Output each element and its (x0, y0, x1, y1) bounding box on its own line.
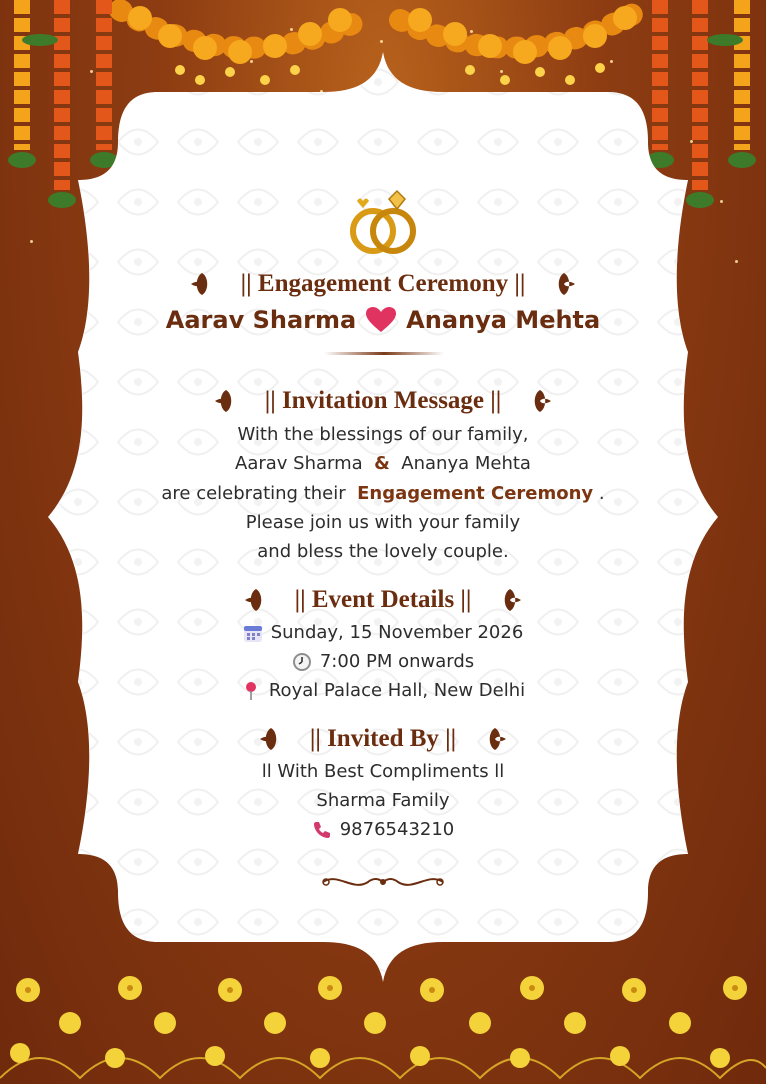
ornament-icon (258, 726, 284, 752)
ornament-icon (551, 271, 577, 297)
card-content (48, 52, 718, 982)
flower-border-bottom (0, 968, 766, 1084)
invitation-line-1: With the blessings of our family, (237, 424, 529, 445)
phone-icon (312, 820, 332, 840)
invitation-line-5: and bless the lovely couple. (257, 541, 509, 562)
event-venue: Royal Palace Hall, New Delhi (268, 680, 526, 701)
invitation-line-2 (48, 453, 718, 474)
invitation-heading (48, 387, 718, 415)
line3-suffix: . (598, 483, 605, 504)
event-details-heading-text: || Event Details || (294, 586, 472, 613)
ornament-icon (482, 726, 508, 752)
rings-icon (345, 189, 421, 259)
phone-row (48, 819, 718, 840)
bride-name: Ananya Mehta (406, 306, 601, 334)
compliments-line: ll With Best Compliments ll (261, 761, 505, 782)
event-venue-row (48, 680, 718, 701)
family-name: Sharma Family (316, 790, 450, 811)
event-date-row (48, 622, 718, 643)
event-details-heading (48, 586, 718, 614)
bride-name-inline: Ananya Mehta (401, 453, 531, 474)
ornament-icon (243, 587, 269, 613)
clock-icon (292, 652, 312, 672)
event-date: Sunday, 15 November 2026 (270, 622, 524, 643)
invited-by-heading-text: || Invited By || (309, 725, 457, 752)
ornament-icon (497, 587, 523, 613)
groom-name-inline: Aarav Sharma (235, 453, 363, 474)
invited-by-heading (48, 725, 718, 753)
groom-name: Aarav Sharma (165, 306, 357, 334)
event-time: 7:00 PM onwards (319, 651, 475, 672)
engagement-heading-text: || Engagement Ceremony || (240, 270, 526, 297)
couple-names (48, 306, 718, 334)
engagement-heading (48, 270, 718, 298)
invitation-line-3 (48, 483, 718, 504)
invitation-line-4: Please join us with your family (245, 512, 521, 533)
line3-prefix: are celebrating their (161, 483, 346, 504)
calendar-icon (243, 623, 263, 643)
phone-number[interactable]: 9876543210 (339, 819, 455, 840)
ornament-icon (527, 388, 553, 414)
event-time-row (48, 651, 718, 672)
heart-icon (366, 307, 396, 333)
ornament-icon (213, 388, 239, 414)
event-name-inline: Engagement Ceremony (357, 483, 594, 504)
invitation-heading-text: || Invitation Message || (264, 387, 502, 414)
divider (324, 352, 444, 355)
ornament-icon (189, 271, 215, 297)
ampersand: & (374, 453, 390, 474)
pin-icon (241, 681, 261, 701)
flourish-divider-icon (318, 872, 448, 892)
